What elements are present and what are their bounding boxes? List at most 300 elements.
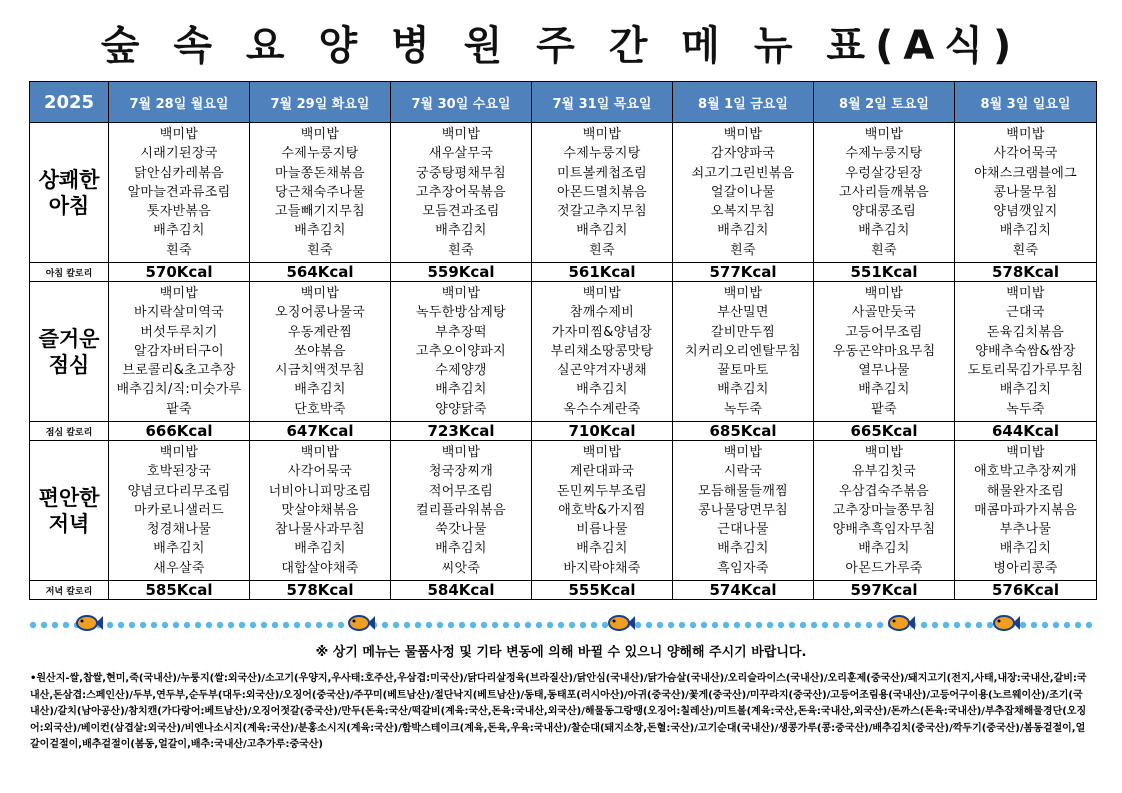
day-header: 7월 29일 화요일 <box>250 82 391 123</box>
bubble-dot <box>393 622 399 628</box>
calorie-value: 644Kcal <box>955 422 1097 441</box>
bubble-dot <box>954 622 960 628</box>
menu-item: 백미밥 <box>159 445 199 461</box>
bubble-dot <box>811 622 817 628</box>
bubble-dot <box>712 622 718 628</box>
menu-item: 콩나물당면무침 <box>697 502 788 518</box>
menu-change-notice: ※ 상기 메뉴는 물품사정 및 기타 변동에 의해 바뀔 수 있으니 양해해 주시기 바랍니다. <box>315 645 807 660</box>
menu-item: 배추김치 <box>999 223 1052 239</box>
menu-item: 녹두죽 <box>723 401 763 417</box>
menu-item: 수제누룽지탕 <box>563 146 641 162</box>
menu-item: 미트볼케첩조림 <box>556 165 647 181</box>
bubble-dot <box>1053 622 1059 628</box>
bubble-dot <box>492 622 498 628</box>
menu-item: 우렁살강된장 <box>845 165 923 181</box>
calorie-value: 578Kcal <box>955 263 1097 282</box>
bubble-dot <box>107 622 113 628</box>
bubble-dot <box>921 622 927 628</box>
bubble-dot <box>63 622 69 628</box>
bubble-dot <box>932 622 938 628</box>
calorie-row <box>30 581 1097 600</box>
calorie-value: 574Kcal <box>673 581 814 600</box>
meal-row <box>30 123 1097 263</box>
bubble-dot <box>514 622 520 628</box>
menu-item: 옥수수계란죽 <box>563 401 641 417</box>
menu-item: 사각어묵국 <box>287 464 353 480</box>
bubble-dot <box>987 622 993 628</box>
bubble-dot <box>52 622 58 628</box>
menu-item: 얼갈이나물 <box>710 184 776 200</box>
bubble-dot <box>217 622 223 628</box>
menu-item: 새우살죽 <box>153 560 205 576</box>
day-menu-cell <box>250 441 391 581</box>
menu-item: 도토리묵김가루무침 <box>967 363 1084 379</box>
menu-item: 배추김치 <box>999 541 1052 557</box>
menu-item: 양배추흑임자무침 <box>832 522 936 538</box>
menu-item: 배추김치 <box>435 541 487 557</box>
calorie-value: 564Kcal <box>250 263 391 282</box>
menu-item: 수제누룽지탕 <box>281 146 359 162</box>
menu-item: 수제누룽지탕 <box>845 146 923 162</box>
day-menu-cell <box>250 282 391 422</box>
day-menu-cell <box>814 282 955 422</box>
menu-item: 백미밥 <box>441 127 481 143</box>
calorie-label: 저녁 칼로리 <box>30 581 109 600</box>
bubble-dot <box>1042 622 1048 628</box>
bubble-dot <box>129 622 135 628</box>
menu-item: 배추김치 <box>294 223 346 239</box>
menu-item: 배추김치 <box>294 382 346 398</box>
day-header: 8월 2일 토요일 <box>814 82 955 123</box>
bubble-dot <box>382 622 388 628</box>
calorie-value: 570Kcal <box>109 263 250 282</box>
menu-item: 양배추숙쌈&쌈장 <box>975 343 1076 359</box>
menu-item: 근대나물 <box>717 522 769 538</box>
menu-item: 가자미찜&양념장 <box>551 324 653 340</box>
day-header: 7월 30일 수요일 <box>391 82 532 123</box>
menu-item: 배추김치 <box>576 541 628 557</box>
bubble-dot <box>525 622 531 628</box>
page-title: 숲 속 요 양 병 원 주 간 메 뉴 표(A식) <box>100 23 1022 69</box>
menu-item: 단호박죽 <box>294 401 346 417</box>
menu-item: 백미밥 <box>582 286 622 302</box>
menu-item: 오징어콩나물국 <box>274 305 365 321</box>
bubble-dot <box>338 622 344 628</box>
bubble-dot <box>855 622 861 628</box>
menu-item: 우동계란찜 <box>287 324 353 340</box>
menu-item: 흑임자죽 <box>717 560 769 576</box>
menu-item: 백미밥 <box>300 286 340 302</box>
bubble-dot <box>195 622 201 628</box>
bubble-dot <box>404 622 410 628</box>
menu-item: 버섯두루치기 <box>140 324 218 340</box>
menu-item: 돈민찌두부조림 <box>556 483 647 499</box>
menu-item: 고추장마늘쫑무침 <box>832 502 936 518</box>
bubble-dot <box>767 622 773 628</box>
menu-item: 모듬견과조림 <box>422 204 500 220</box>
header-row <box>30 82 1097 123</box>
menu-item: 백미밥 <box>1006 445 1045 461</box>
bubble-dot <box>239 622 245 628</box>
menu-item: 배추김치 <box>858 382 910 398</box>
menu-item: 실곤약겨자냉채 <box>556 363 647 379</box>
bubble-dot <box>327 622 333 628</box>
bubble-dot <box>173 622 179 628</box>
bubble-dot <box>426 622 432 628</box>
day-menu-cell <box>250 123 391 263</box>
bubble-dot <box>701 622 707 628</box>
bubble-dot <box>118 622 124 628</box>
bubble-dot <box>745 622 751 628</box>
calorie-value: 578Kcal <box>250 581 391 600</box>
bubble-dot <box>261 622 267 628</box>
day-menu-cell <box>391 441 532 581</box>
menu-item: 애호박고추장찌개 <box>974 464 1077 480</box>
calorie-value: 666Kcal <box>109 422 250 441</box>
bubble-dot <box>569 622 575 628</box>
bubble-dot <box>503 622 509 628</box>
menu-item: 배추김치 <box>435 223 487 239</box>
bubble-dot <box>668 622 674 628</box>
bubble-dot <box>228 622 234 628</box>
bubble-dot <box>283 622 289 628</box>
menu-item: 매콤마파가지볶음 <box>974 502 1077 518</box>
calorie-value: 555Kcal <box>532 581 673 600</box>
bubble-dot <box>162 622 168 628</box>
menu-item: 고추장어묵볶음 <box>415 184 506 200</box>
origin-info: •원산지-쌀,찹쌀,현미,죽(국내산)/누룽지(쌀:외국산)/소고기(우양지,우사태:호주산,우삼겹:미국산)/닭다리살정육(브라질산)/닭안심(국내산)/닭가슴살(국내산)/오리슬라이스(국내산)/오리훈제(중국산)/돼지고기(전지,사태,내장:국내산,갈비:국내산,돈삼겹:스페인산)/두부,연두부,순두부(대두:외국산)/오징어(중국산)/주꾸미(베트남산)/절단낙지(베트남산)/동태,동태포(러시아산)/아귀(중국산)/꽃게(중국산)/미꾸라지(중국산)/고등어조림용(국내산)/고등어구이용(노르웨이산)/조기(국내산)/갈치(남아공산)/참치캔(가다랑어:베트남산)/오징어젓갈(중국산)/만두(돈육:국산/떡갈비(계육:국산,돈육:국내산,외국산)/해물동그랑땡(오징어:칠레산)/미트볼(계육:국산,돈육:국내산,외국산)/돈까스(돈육:국내산)/부추잡채해물경단(오징어:외국산)/베이컨(삼겹살:외국산)/비엔나소시지(계육:국산)/분홍소시지(계육:국산)/함박스테이크(계육,돈육,우육:국내산)/찰순대(돼지소창,돈혈:국산)/고기순대(국내산)/생콩가루(콩:중국산)/배추김치(중국산)/깍두기(중국산)/봄동겉절이,얼갈이겉절이,배추겉절이(봄동,얼갈이,배추:국내산/고추가루:중국산) <box>30 673 1087 751</box>
menu-item: 배추김치 <box>858 541 910 557</box>
bubble-dot <box>184 622 190 628</box>
fish-icon <box>889 616 915 630</box>
bubble-dot <box>976 622 982 628</box>
calorie-value: 647Kcal <box>250 422 391 441</box>
menu-item: 씨앗죽 <box>441 560 481 576</box>
menu-item: 고들빼기지무침 <box>274 204 365 220</box>
menu-item: 백미밥 <box>723 286 763 302</box>
calorie-value: 584Kcal <box>391 581 532 600</box>
menu-item: 감자양파국 <box>710 146 776 162</box>
menu-item: 알마늘견과류조림 <box>127 184 231 200</box>
bubble-dot <box>140 622 146 628</box>
bubble-dot <box>723 622 729 628</box>
bubble-dot <box>415 622 421 628</box>
bubble-dot <box>470 622 476 628</box>
bubble-dot <box>1031 622 1037 628</box>
menu-item: 참깨수제비 <box>569 305 635 321</box>
day-menu-cell <box>673 441 814 581</box>
bubble-dot <box>294 622 300 628</box>
bubble-dot <box>437 622 443 628</box>
day-menu-cell <box>391 282 532 422</box>
menu-item: 녹두한방삼계탕 <box>415 305 506 321</box>
menu-item: 쇠고기그린빈볶음 <box>691 165 795 181</box>
bubble-dot <box>41 622 47 628</box>
menu-item: 양념깻잎지 <box>993 204 1058 220</box>
menu-item: 대합살야채죽 <box>281 560 359 576</box>
meal-row <box>30 441 1097 581</box>
menu-item: 청국장찌개 <box>428 464 494 480</box>
calorie-value: 576Kcal <box>955 581 1097 600</box>
menu-item: 배추김치 <box>717 541 769 557</box>
menu-item: 쑥갓나물 <box>435 522 487 538</box>
calorie-row <box>30 263 1097 282</box>
menu-item: 야채스크램블에그 <box>974 165 1077 181</box>
bubble-dot <box>448 622 454 628</box>
menu-item: 팥죽 <box>166 401 192 417</box>
menu-item: 적어무조림 <box>428 483 494 499</box>
menu-item: 오복지무침 <box>710 204 776 220</box>
menu-item: 흰죽 <box>166 242 192 258</box>
menu-item: 참나물사과무침 <box>274 522 365 538</box>
menu-item: 치커리오리엔탈무침 <box>685 343 801 359</box>
bubble-dot <box>206 622 212 628</box>
menu-item: 돈육김치볶음 <box>986 324 1065 340</box>
menu-item: 시래기된장국 <box>140 146 218 162</box>
day-header: 7월 28일 월요일 <box>109 82 250 123</box>
menu-item: 배추김치 <box>294 541 346 557</box>
bubble-dot <box>789 622 795 628</box>
bubble-dot <box>833 622 839 628</box>
menu-item: 부추나물 <box>999 522 1052 538</box>
menu-item: 배추김치 <box>576 223 628 239</box>
menu-item: 팥죽 <box>871 401 897 417</box>
calorie-label: 점심 칼로리 <box>30 422 109 441</box>
day-header: 8월 1일 금요일 <box>673 82 814 123</box>
bubble-dot <box>690 622 696 628</box>
menu-item: 백미밥 <box>864 127 904 143</box>
bubble-dot <box>1020 622 1026 628</box>
menu-item: 닭안심카레볶음 <box>133 165 224 181</box>
day-menu-cell <box>955 282 1097 422</box>
day-menu-cell <box>955 123 1097 263</box>
menu-item: 시금치액젓무침 <box>274 363 365 379</box>
weekly-menu-table <box>29 81 1097 600</box>
bubble-dot <box>734 622 740 628</box>
menu-item: 사각어묵국 <box>993 146 1058 162</box>
calorie-value: 665Kcal <box>814 422 955 441</box>
fish-icon <box>609 616 635 630</box>
calorie-value: 559Kcal <box>391 263 532 282</box>
menu-item: 마카로니샐러드 <box>133 502 224 518</box>
menu-item: 바지락살미역국 <box>133 305 224 321</box>
menu-item: 새우살무국 <box>428 146 494 162</box>
menu-item: 사골만둣국 <box>851 305 917 321</box>
menu-item: 수제양갱 <box>435 363 487 379</box>
menu-item: 배추김치 <box>858 223 910 239</box>
menu-item: 우동곤약마요무침 <box>832 343 936 359</box>
day-menu-cell <box>814 123 955 263</box>
menu-item: 흰죽 <box>1012 242 1039 258</box>
bubble-dot <box>547 622 553 628</box>
bubble-dot <box>591 622 597 628</box>
bubble-dot <box>602 622 608 628</box>
bubble-dot <box>844 622 850 628</box>
menu-item: 백미밥 <box>159 286 199 302</box>
bubble-dot <box>877 622 883 628</box>
menu-item: 백미밥 <box>300 127 340 143</box>
calorie-value: 685Kcal <box>673 422 814 441</box>
menu-item: 근대국 <box>1006 305 1045 321</box>
menu-item: 고사리들깨볶음 <box>838 184 929 200</box>
year-header: 2025 <box>30 82 109 123</box>
menu-item: 배추김치 <box>717 382 769 398</box>
menu-item: 브로콜리&초고추장 <box>122 363 236 379</box>
menu-item: 배추김치 <box>717 223 769 239</box>
menu-item: 백미밥 <box>582 127 622 143</box>
menu-item: 녹두죽 <box>1006 401 1045 417</box>
fish-bubble-divider <box>29 612 1096 634</box>
meal-label: 상쾌한 아침 <box>30 123 109 263</box>
menu-item: 톳자반볶음 <box>146 204 212 220</box>
menu-item: 너비아니피망조림 <box>268 483 372 499</box>
menu-item: 시락국 <box>723 464 763 480</box>
menu-item: 열무나물 <box>858 363 910 379</box>
calorie-value: 561Kcal <box>532 263 673 282</box>
menu-item: 백미밥 <box>1006 127 1045 143</box>
bubble-dot <box>558 622 564 628</box>
menu-item: 애호박&가지찜 <box>558 502 646 518</box>
menu-item: 백미밥 <box>300 445 340 461</box>
bubble-dot <box>305 622 311 628</box>
calorie-value: 597Kcal <box>814 581 955 600</box>
day-menu-cell <box>673 282 814 422</box>
bubble-dot <box>151 622 157 628</box>
menu-item: 모듬해물들깨찜 <box>697 483 788 499</box>
calorie-value: 585Kcal <box>109 581 250 600</box>
day-menu-cell <box>109 123 250 263</box>
menu-item: 청경채나물 <box>146 522 212 538</box>
menu-item: 고추오이양파지 <box>415 343 506 359</box>
menu-item: 흰죽 <box>448 242 474 258</box>
bubble-dot <box>580 622 586 628</box>
menu-item: 배추김치 <box>153 541 205 557</box>
menu-item: 쏘야볶음 <box>294 343 346 359</box>
menu-item: 흰죽 <box>730 242 756 258</box>
bubble-dot <box>679 622 685 628</box>
menu-item: 백미밥 <box>723 127 763 143</box>
bubble-dot <box>536 622 542 628</box>
day-menu-cell <box>109 441 250 581</box>
menu-item: 양양닭죽 <box>435 401 487 417</box>
bubble-dot <box>1064 622 1070 628</box>
meal-label: 즐거운 점심 <box>30 282 109 422</box>
bubble-dot <box>459 622 465 628</box>
menu-item: 호박된장국 <box>146 464 212 480</box>
bubble-dot <box>1075 622 1081 628</box>
menu-item: 아몬드멸치볶음 <box>556 184 647 200</box>
bubble-dot <box>1086 622 1092 628</box>
menu-item: 해물완자조림 <box>986 483 1065 499</box>
calorie-row <box>30 422 1097 441</box>
menu-item: 부추장떡 <box>435 324 487 340</box>
bubble-dot <box>316 622 322 628</box>
calorie-value: 577Kcal <box>673 263 814 282</box>
bubble-dot <box>646 622 652 628</box>
menu-item: 양대콩조림 <box>851 204 917 220</box>
menu-item: 당근채숙주나물 <box>274 184 365 200</box>
menu-item: 고등어무조림 <box>845 324 923 340</box>
menu-item: 갈비만두찜 <box>710 324 776 340</box>
bubble-dot <box>866 622 872 628</box>
bubble-dot <box>635 622 641 628</box>
bubble-dot <box>800 622 806 628</box>
menu-item: 꿀토마토 <box>717 363 769 379</box>
menu-item: 컬리플라워볶음 <box>415 502 506 518</box>
menu-item: 콩나물무침 <box>993 184 1058 200</box>
bubble-dot <box>657 622 663 628</box>
menu-item: 우삼겹숙주볶음 <box>838 483 929 499</box>
bubble-dot <box>822 622 828 628</box>
menu-item: 백미밥 <box>582 445 622 461</box>
menu-item: 병아리콩죽 <box>993 560 1058 576</box>
meal-label: 편안한 저녁 <box>30 441 109 581</box>
menu-item: 부리채소땅콩맛탕 <box>550 343 654 359</box>
bubble-dot <box>943 622 949 628</box>
fish-icon <box>994 616 1020 630</box>
menu-item: 배추김치 <box>999 382 1052 398</box>
menu-item: 백미밥 <box>441 286 481 302</box>
menu-item: 백미밥 <box>441 445 481 461</box>
menu-item: 부산밀면 <box>717 305 769 321</box>
calorie-value: 551Kcal <box>814 263 955 282</box>
calorie-label: 아침 칼로리 <box>30 263 109 282</box>
calorie-value: 723Kcal <box>391 422 532 441</box>
menu-item: 궁중탕평채무침 <box>415 165 506 181</box>
day-menu-cell <box>391 123 532 263</box>
bubble-dot <box>778 622 784 628</box>
menu-item: 바지락야채죽 <box>563 560 641 576</box>
menu-item: 배추김치/직:미숫가루 <box>116 382 242 398</box>
menu-item: 유부김칫국 <box>851 464 917 480</box>
meal-row <box>30 282 1097 422</box>
menu-item: 비름나물 <box>576 522 628 538</box>
bubble-dot <box>965 622 971 628</box>
day-menu-cell <box>109 282 250 422</box>
menu-item: 양념코다리무조림 <box>127 483 231 499</box>
bubble-dot <box>756 622 762 628</box>
menu-item: 백미밥 <box>159 127 199 143</box>
fish-icon <box>349 616 375 630</box>
menu-item: 배추김치 <box>435 382 487 398</box>
menu-item: 젓갈고추지무침 <box>556 204 647 220</box>
menu-item: 배추김치 <box>576 382 628 398</box>
menu-item: 흰죽 <box>871 242 897 258</box>
bubble-dot <box>481 622 487 628</box>
day-menu-cell <box>673 123 814 263</box>
menu-item: 계란대파국 <box>569 464 635 480</box>
day-header: 7월 31일 목요일 <box>532 82 673 123</box>
menu-item: 백미밥 <box>1006 286 1045 302</box>
menu-item: 백미밥 <box>864 445 904 461</box>
menu-item: 흰죽 <box>589 242 615 258</box>
day-menu-cell <box>955 441 1097 581</box>
menu-item: 배추김치 <box>153 223 205 239</box>
menu-item: 마늘쫑돈채볶음 <box>274 165 365 181</box>
bubble-dot <box>30 622 36 628</box>
menu-item: 백미밥 <box>723 445 763 461</box>
bubble-dot <box>272 622 278 628</box>
menu-item: 아몬드가루죽 <box>845 560 923 576</box>
menu-item: 맛살야채볶음 <box>281 502 359 518</box>
day-menu-cell <box>532 282 673 422</box>
menu-item: 알감자버터구이 <box>133 343 224 359</box>
day-menu-cell <box>814 441 955 581</box>
day-header: 8월 3일 일요일 <box>955 82 1097 123</box>
calorie-value: 710Kcal <box>532 422 673 441</box>
day-menu-cell <box>532 441 673 581</box>
day-menu-cell <box>532 123 673 263</box>
